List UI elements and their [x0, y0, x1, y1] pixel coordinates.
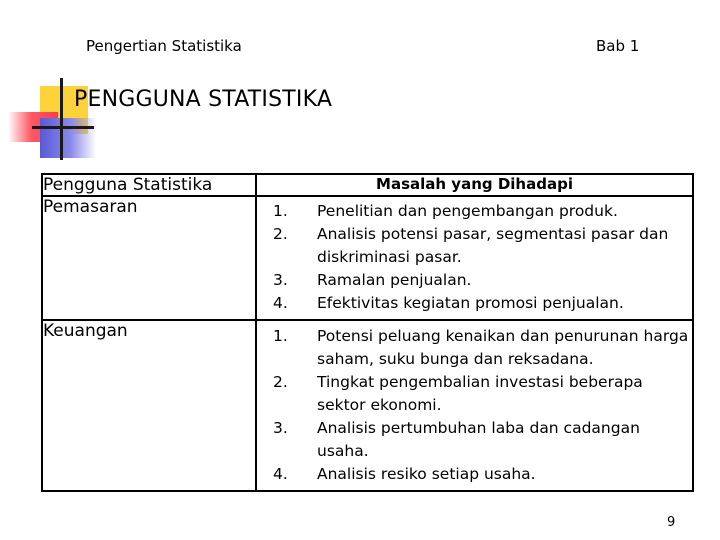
col-header-problems: Masalah yang Dihadapi: [256, 174, 693, 196]
item-number: 1.: [273, 327, 288, 345]
problem-list: [257, 325, 692, 486]
table-row: [42, 320, 693, 491]
list-item: [257, 463, 692, 486]
item-text: Efektivitas kegiatan promosi penjualan.: [317, 294, 624, 312]
item-text: Potensi peluang kenaikan dan penurunan harga saham, suku bunga dan reksadana.: [317, 327, 689, 368]
item-number: 4.: [273, 294, 288, 312]
header-left-title: Pengertian Statistika: [86, 37, 242, 55]
col-header-users: Pengguna Statistika: [42, 174, 256, 196]
items-cell: [256, 320, 693, 491]
item-text: Analisis pertumbuhan laba dan cadangan usaha.: [317, 419, 640, 460]
category-cell: Pemasaran: [42, 196, 256, 320]
item-number: 4.: [273, 465, 288, 483]
items-cell: [256, 196, 693, 320]
item-text: Analisis potensi pasar, segmentasi pasar dan diskriminasi pasar.: [317, 225, 669, 266]
problem-list: [257, 200, 692, 315]
users-table: [41, 173, 694, 492]
item-text: Ramalan penjualan.: [317, 271, 472, 289]
list-item: [257, 417, 692, 463]
list-item: [257, 325, 692, 371]
category-cell: Keuangan: [42, 320, 256, 491]
table-header-row: [42, 174, 693, 196]
list-item: [257, 292, 692, 315]
list-item: [257, 371, 692, 417]
list-item: [257, 269, 692, 292]
logo-vertical-line: [60, 78, 63, 160]
list-item: [257, 223, 692, 269]
item-text: Penelitian dan pengembangan produk.: [317, 202, 618, 220]
slide-title: PENGGUNA STATISTIKA: [74, 87, 333, 112]
item-text: Tingkat pengembalian investasi beberapa sektor ekonomi.: [317, 373, 643, 414]
item-number: 3.: [273, 271, 288, 289]
logo-blue-square: [40, 118, 96, 158]
list-item: [257, 200, 692, 223]
item-number: 1.: [273, 202, 288, 220]
header-chapter-label: Bab 1: [596, 37, 640, 55]
page-number: 9: [667, 515, 676, 530]
item-text: Analisis resiko setiap usaha.: [317, 465, 536, 483]
decorative-logo: [0, 0, 110, 170]
logo-horizontal-line: [32, 126, 94, 129]
item-number: 2.: [273, 373, 288, 391]
item-number: 2.: [273, 225, 288, 243]
item-number: 3.: [273, 419, 288, 437]
table-row: [42, 196, 693, 320]
